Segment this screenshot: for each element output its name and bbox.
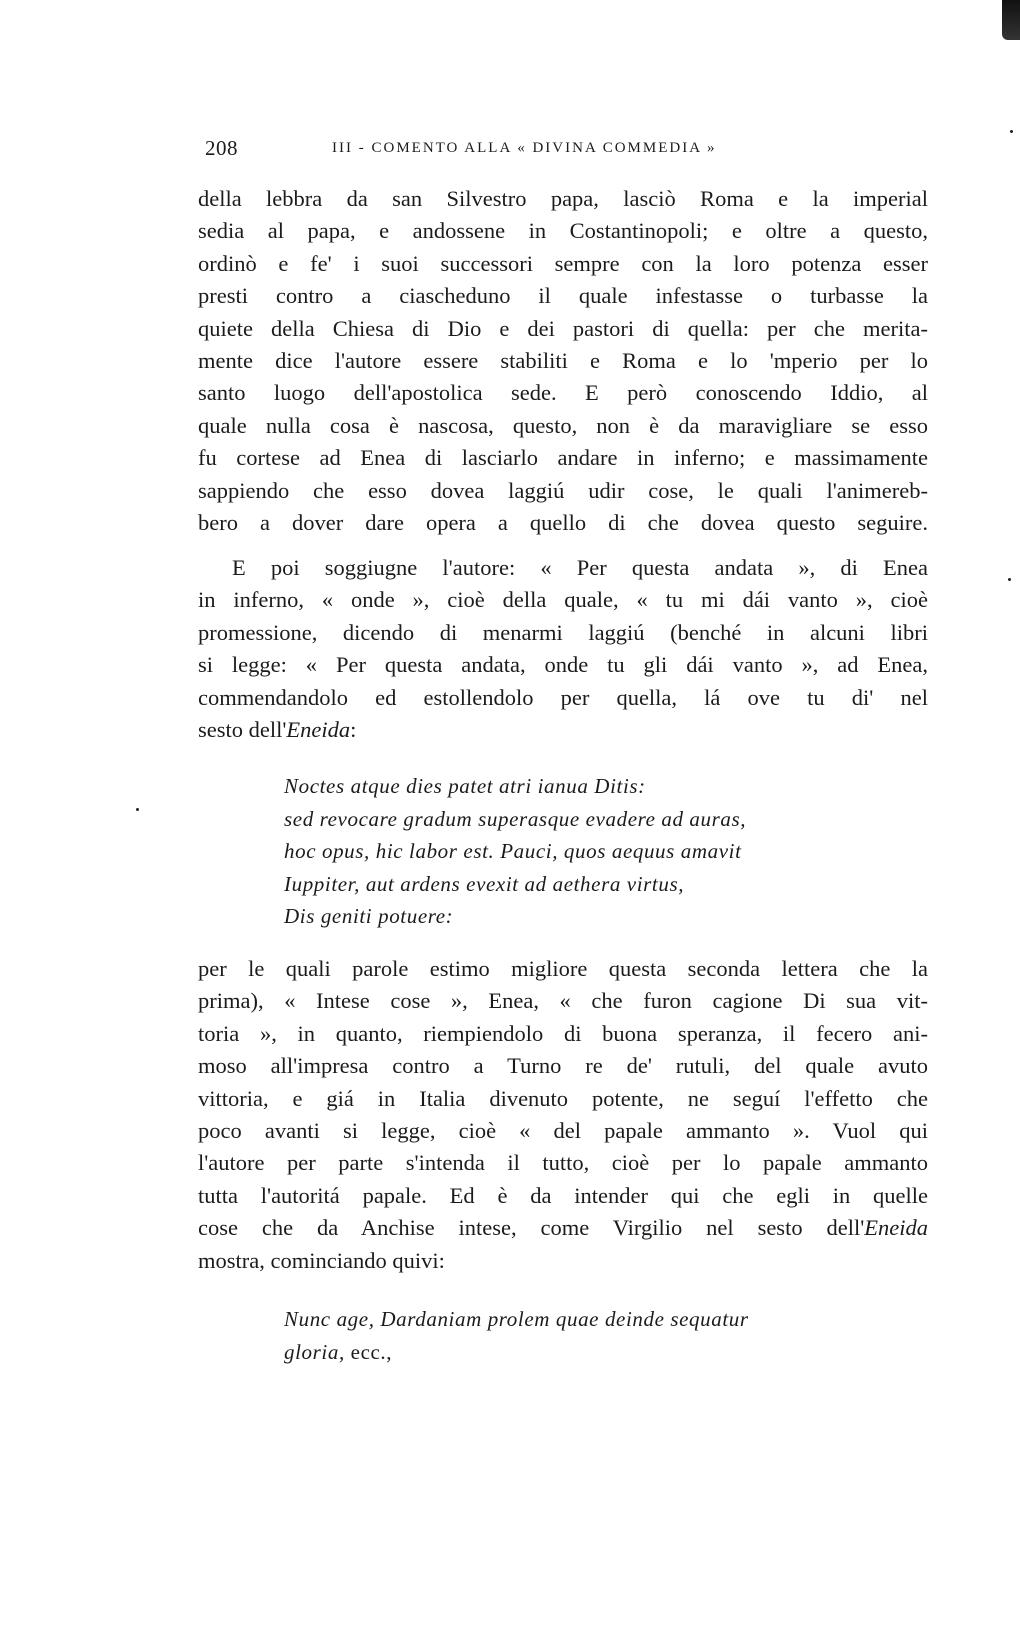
text-line: presti contro a ciascheduno il quale infestasse o turbasse la [198, 283, 928, 309]
verse-line: Nunc age, Dardaniam prolem quae deinde sequatur [284, 1307, 749, 1331]
scan-speck [1008, 578, 1011, 581]
latin-quote-2 [284, 1303, 749, 1368]
text-line: per le quali parole estimo migliore questa seconda lettera che la [198, 956, 928, 981]
text-line: quiete della Chiesa di Dio e dei pastori di quella: per che merita- [198, 315, 928, 341]
text-line: della lebbra da san Silvestro papa, lasciò Roma e la imperial [198, 186, 928, 211]
text-line: poco avanti si legge, cioè « del papale ammanto ». Vuol qui [198, 1118, 928, 1144]
text-line: mostra, cominciando quivi: [198, 1247, 445, 1273]
text-line: commendandolo ed estollendolo per quella, lá ove tu di' nel [198, 684, 928, 710]
text-line: promessione, dicendo di menarmi laggiú (benché in alcuni libri [198, 619, 928, 645]
scan-edge-mark [1002, 0, 1020, 40]
verse-line: Iuppiter, aut ardens evexit ad aethera virtus, [284, 871, 685, 896]
text-line: toria », in quanto, riempiendolo di buona speranza, il fecero ani- [198, 1020, 928, 1046]
running-title: III - COMENTO ALLA « DIVINA COMMEDIA » [332, 140, 717, 156]
text-line: sedia al papa, e andossene in Costantinopoli; e oltre a questo, [198, 218, 928, 244]
text-line: ordinò e fe' i suoi successori sempre con la loro potenza esser [198, 250, 928, 276]
text-fragment: sesto dell' [198, 717, 287, 743]
text-line [198, 1212, 928, 1244]
text-line: tutta l'autoritá papale. Ed è da intender qui che egli in quelle [198, 1182, 928, 1208]
verse-fragment: ecc., [344, 1339, 393, 1364]
paragraph-2 [198, 552, 928, 746]
verse-line: hoc opus, hic labor est. Pauci, quos aequus amavit [284, 839, 742, 864]
verse-line: Dis geniti potuere: [284, 904, 454, 929]
verse-line: sed revocare gradum superasque evadere ad auras, [284, 806, 747, 831]
text-line: bero a dover dare opera a quello di che dovea questo seguire. [198, 510, 928, 536]
verse-fragment: gloria, [284, 1339, 345, 1364]
text-line [198, 714, 928, 746]
paragraph-3 [198, 953, 928, 1277]
text-fragment: cose che da Anchise intese, come Virgilio nel sesto dell' [198, 1215, 865, 1241]
text-line: in inferno, « onde », cioè della quale, « tu mi dái vanto », cioè [198, 587, 928, 613]
text-line: fu cortese ad Enea di lasciarlo andare in inferno; e massimamente [198, 445, 928, 471]
paragraph-1 [198, 183, 928, 539]
verse-line [284, 1336, 749, 1369]
scan-speck [1010, 130, 1013, 133]
text-line: santo luogo dell'apostolica sede. E però conoscendo Iddio, al [198, 380, 928, 406]
scan-speck [136, 808, 139, 811]
text-line: vittoria, e giá in Italia divenuto potente, ne seguí l'effetto che [198, 1085, 928, 1111]
text-line: quale nulla cosa è nascosa, questo, non è da maravigliare se esso [198, 412, 928, 438]
text-line: prima), « Intese cose », Enea, « che furon cagione Di sua vit- [198, 988, 928, 1014]
text-fragment: : [350, 717, 357, 743]
text-line: E poi soggiugne l'autore: « Per questa andata », di Enea [232, 555, 928, 580]
verse-line: Noctes atque dies patet atri ianua Ditis: [284, 774, 646, 798]
page-header [205, 136, 935, 166]
text-line: si legge: « Per questa andata, onde tu gli dái vanto », ad Enea, [198, 652, 928, 678]
text-line: mente dice l'autore essere stabiliti e Roma e lo 'mperio per lo [198, 348, 928, 374]
page-number: 208 [205, 136, 238, 160]
text-line: sappiendo che esso dovea laggiú udir cose, le quali l'animereb- [198, 477, 928, 503]
work-title: Eneida [286, 717, 351, 743]
work-title: Eneida [864, 1215, 928, 1241]
text-line: l'autore per parte s'intenda il tutto, cioè per lo papale ammanto [198, 1150, 928, 1176]
text-line: moso all'impresa contro a Turno re de' rutuli, del quale avuto [198, 1053, 928, 1079]
latin-quote-1 [284, 770, 746, 933]
